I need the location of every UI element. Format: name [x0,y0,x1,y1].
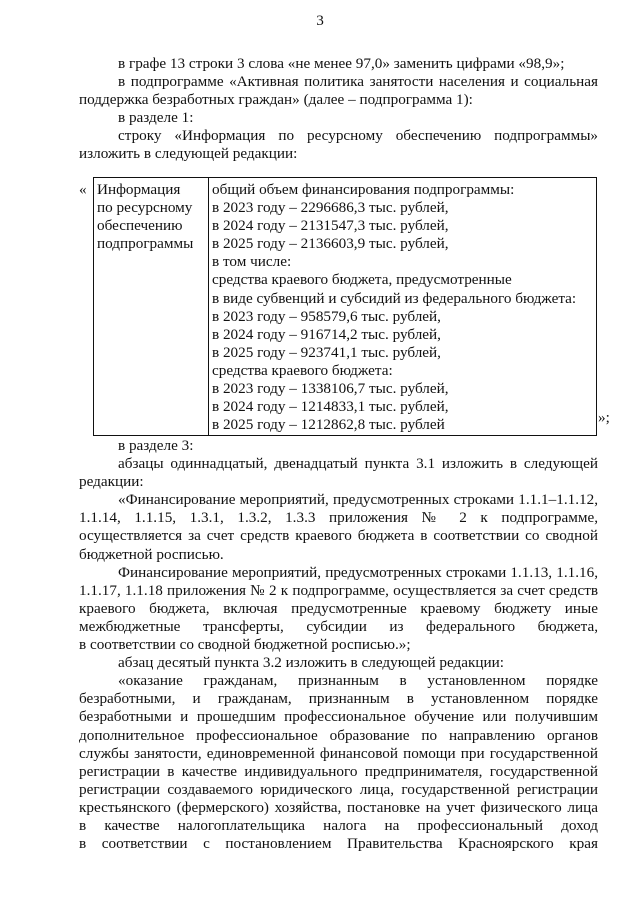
text-line: поддержка безработных граждан» (далее – подпрограмма 1): [79,91,473,109]
text-line: Финансирование мероприятий, предусмотренных строками 1.1.13, 1.1.16, [118,563,598,581]
value-line: общий объем финансирования подпрограммы: [212,181,515,198]
value-line: в 2023 году – 958579,6 тыс. рублей, [212,307,441,325]
value-line: в 2025 году – 923741,1 тыс. рублей, [212,343,441,361]
text-line: редакции: [79,473,144,491]
value-line: в 2023 году – 2296686,3 тыс. рублей, [212,199,449,217]
label-line: обеспечению [97,217,183,235]
text-line: строку «Информация по ресурсному обеспечению подпрограммы» [118,127,598,145]
text-line: в графе 13 строки 3 слова «не менее 97,0» заменить цифрами «98,9»; [118,55,565,72]
resource-info-table [93,177,597,436]
value-line: средства краевого бюджета, предусмотренные [212,271,512,289]
text-line: безработными и прошедшим профессиональное обучение или получившим [79,708,598,726]
value-line: в 2025 году – 1212862,8 тыс. рублей [212,416,445,434]
page-number: 3 [316,12,324,29]
bottom-text-block [79,437,598,853]
text-line: в разделе 1: [118,109,194,127]
text-line: крестьянского (фермерского) хозяйства, постановке на учет физического лица [79,798,598,816]
value-line: в виде субвенций и субсидий из федерального бюджета: [212,289,577,307]
quote-open: « [79,181,87,198]
text-line: 1.1.14, 1.1.15, 1.3.1, 1.3.2, 1.3.3 приложения № 2 к подпрограмме, [79,509,598,527]
text-line: безработными, и гражданам, признанным в установленном порядке [79,690,598,708]
text-line: регистрации в качестве индивидуального предпринимателя, государственной [79,762,598,780]
table-row [94,178,597,436]
text-line: «Финансирование мероприятий, предусмотренных строками 1.1.1–1.1.12, [118,491,598,509]
value-line: средства краевого бюджета: [212,361,393,379]
text-line: в подпрограмме «Активная политика занятости населения и социальная [118,73,598,91]
top-text-block [79,55,598,164]
text-line: абзац десятый пункта 3.2 изложить в следующей редакции: [118,654,504,672]
value-line: в 2024 году – 916714,2 тыс. рублей, [212,325,441,343]
table-label-cell [94,178,209,436]
text-line: в соответствии со сводной бюджетной росписью.»; [79,636,411,654]
text-line: краевого бюджета, включая предусмотренные краевому бюджету иные [79,599,598,617]
text-line: абзацы одиннадцатый, двенадцатый пункта 3.1 изложить в следующей [118,455,598,473]
text-line: межбюджетные трансферты, субсидии из федерального бюджета, [79,617,598,635]
value-line: в 2024 году – 2131547,3 тыс. рублей, [212,217,449,235]
quote-close: »; [598,409,610,426]
text-line: в разделе 3: [118,437,194,454]
value-line: в 2023 году – 1338106,7 тыс. рублей, [212,380,449,398]
value-line: в том числе: [212,253,292,271]
text-line: регистрации создаваемого юридического лица, государственной регистрации [79,780,598,798]
label-line: по ресурсному [97,199,193,217]
value-line: в 2024 году – 1214833,1 тыс. рублей, [212,398,449,416]
label-line: подпрограммы [97,235,194,253]
text-line: в соответствии с постановлением Правительства Красноярского края [79,835,598,853]
text-line: службы занятости, единовременной финансовой помощи при государственной [79,744,598,762]
value-line: в 2025 году – 2136603,9 тыс. рублей, [212,235,449,253]
text-line: 1.1.17, 1.1.18 приложения № 2 к подпрограмме, осуществляется за счет средств [79,581,598,599]
text-line: изложить в следующей редакции: [79,145,298,163]
table-value-cell [209,178,597,436]
text-line: бюджетной росписью. [79,545,224,563]
text-line: в качестве налогоплательщика налога на профессиональный доход [79,816,598,834]
text-line: осуществляется за счет средств краевого бюджета в соответствии со сводной [79,527,598,545]
text-line: дополнительное профессиональное образование по направлению органов [79,726,598,744]
text-line: «оказание гражданам, признанным в установленном порядке [118,672,598,690]
label-line: Информация [97,181,181,198]
